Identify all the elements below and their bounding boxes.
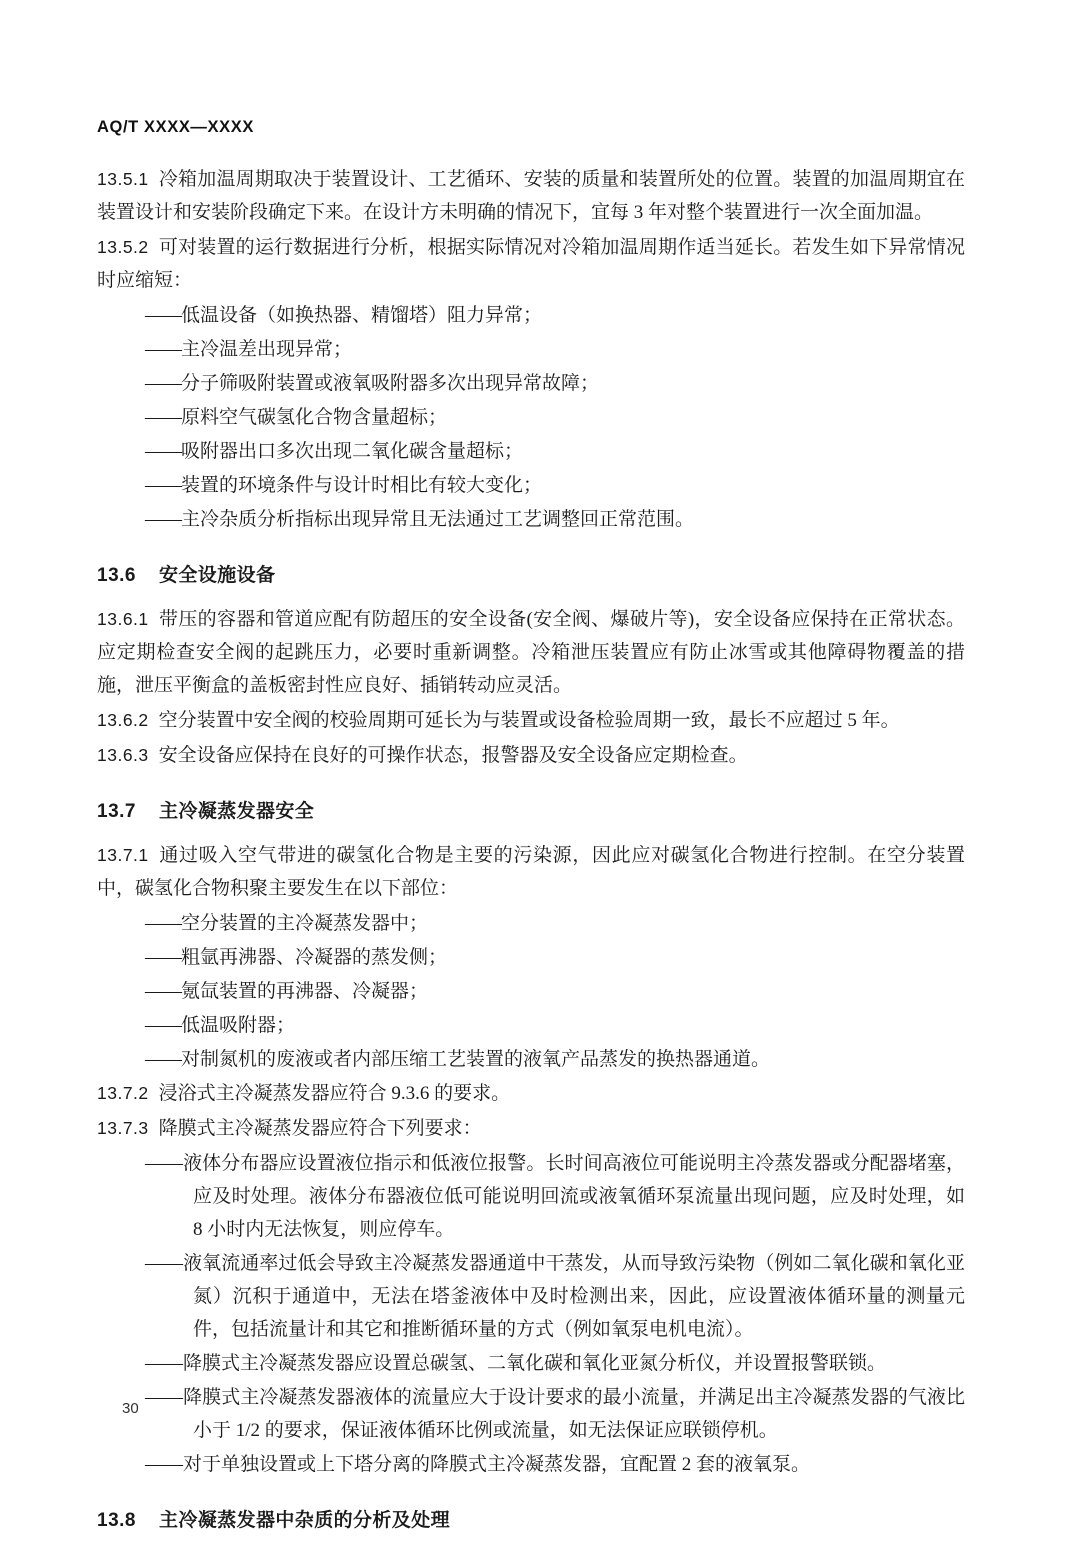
clause-text: 降膜式主冷凝蒸发器应符合下列要求： <box>158 1118 482 1139</box>
section-heading <box>97 1505 965 1532</box>
list-item-text: 分子筛吸附装置或液氧吸附器多次出现异常故障； <box>181 373 600 394</box>
list-item-text: 低温设备（如换热器、精馏塔）阻力异常； <box>181 305 543 326</box>
list-item <box>97 333 965 366</box>
list-item-text: 液体分布器应设置液位指示和低液位报警。长时间高液位可能说明主冷蒸发器或分配器堵塞，应及时处理。液体分布器液位低可能说明回流或液氧循环泵流量出现问题，应及时处理，如 8 小时内无法恢复，则应停车。 <box>183 1153 965 1240</box>
section-title: 主冷凝蒸发器安全 <box>159 801 315 822</box>
dash-marker: —— <box>145 1387 183 1408</box>
clause-text: 浸浴式主冷凝蒸发器应符合 9.3.6 的要求。 <box>158 1083 511 1104</box>
list-item <box>97 1247 965 1346</box>
list-item <box>97 975 965 1008</box>
list-item-inner <box>145 1448 965 1481</box>
list-item-text: 液氧流通率过低会导致主冷凝蒸发器通道中干蒸发，从而导致污染物（例如二氧化碳和氧化亚氮）沉积于通道中，无法在塔釜液体中及时检测出来，因此，应设置液体循环量的测量元件，包括流量计和其它和推断循环量的方式（例如氧泵电机电流）。 <box>183 1253 965 1340</box>
clause-number: 13.5.1 <box>97 169 149 189</box>
list-item <box>97 435 965 468</box>
section-heading <box>97 560 965 587</box>
dash-marker: —— <box>145 947 181 968</box>
clause-number: 13.6.3 <box>97 745 149 765</box>
dash-marker: —— <box>145 339 181 360</box>
clause-text: 带压的容器和管道应配有防超压的安全设备(安全阀、爆破片等)，安全设备应保持在正常状态。应定期检查安全阀的起跳压力，必要时重新调整。冷箱泄压装置应有防止冰雪或其他障碍物覆盖的措施，泄压平衡盒的盖板密封性应良好、插销转动应灵活。 <box>97 609 965 696</box>
list-item <box>97 367 965 400</box>
dash-marker: —— <box>145 1353 183 1374</box>
dash-marker: —— <box>145 407 181 428</box>
list-item-text: 原料空气碳氢化合物含量超标； <box>181 407 448 428</box>
list-item <box>97 1381 965 1447</box>
clause-number: 13.7.1 <box>97 845 149 865</box>
clause-paragraph <box>97 603 965 702</box>
page-number: 30 <box>122 1400 139 1417</box>
list-item <box>97 503 965 536</box>
dash-marker: —— <box>145 305 181 326</box>
list-item <box>97 907 965 940</box>
clause-text: 空分装置中安全阀的校验周期可延长为与装置或设备检验周期一致，最长不应超过 5 年。 <box>158 710 900 731</box>
clause-paragraph <box>97 704 965 737</box>
dash-marker: —— <box>145 981 181 1002</box>
list-item-inner <box>145 1147 965 1246</box>
section-number: 13.8 <box>97 1510 136 1531</box>
clause-paragraph <box>97 1112 965 1145</box>
list-item <box>97 469 965 502</box>
dash-marker: —— <box>145 373 181 394</box>
clause-paragraph <box>97 231 965 297</box>
clause-text: 可对装置的运行数据进行分析，根据实际情况对冷箱加温周期作适当延长。若发生如下异常情况时应缩短： <box>97 237 965 291</box>
clause-paragraph <box>97 739 965 772</box>
list-item-text: 氪氙装置的再沸器、冷凝器； <box>181 981 429 1002</box>
list-item-text: 粗氩再沸器、冷凝器的蒸发侧； <box>181 947 448 968</box>
list-item <box>97 299 965 332</box>
dash-marker: —— <box>145 1153 183 1174</box>
list-item <box>97 941 965 974</box>
list-item <box>97 1448 965 1481</box>
list-item <box>97 1147 965 1246</box>
list-item-text: 空分装置的主冷凝蒸发器中； <box>181 913 429 934</box>
clause-text: 安全设备应保持在良好的可操作状态，报警器及安全设备应定期检查。 <box>158 745 748 766</box>
list-item-text: 降膜式主冷凝蒸发器应设置总碳氢、二氧化碳和氧化亚氮分析仪，并设置报警联锁。 <box>183 1353 887 1374</box>
list-item-text: 对于单独设置或上下塔分离的降膜式主冷凝蒸发器，宜配置 2 套的液氧泵。 <box>183 1454 811 1475</box>
document-header: AQ/T XXXX—XXXX <box>97 118 254 136</box>
list-item-text: 低温吸附器； <box>181 1015 296 1036</box>
clause-paragraph <box>97 163 965 229</box>
dash-marker: —— <box>145 475 181 496</box>
section-title: 主冷凝蒸发器中杂质的分析及处理 <box>159 1510 451 1531</box>
list-item-text: 装置的环境条件与设计时相比有较大变化； <box>181 475 543 496</box>
dash-marker: —— <box>145 1049 181 1070</box>
clause-paragraph <box>97 1077 965 1110</box>
section-heading <box>97 796 965 823</box>
section-title: 安全设施设备 <box>159 565 276 586</box>
list-item <box>97 1009 965 1042</box>
list-item-text: 吸附器出口多次出现二氧化碳含量超标； <box>181 441 524 462</box>
list-item-inner <box>145 1347 965 1380</box>
dash-marker: —— <box>145 509 181 530</box>
list-item <box>97 401 965 434</box>
dash-marker: —— <box>145 1454 183 1475</box>
dash-marker: —— <box>145 1253 183 1274</box>
clause-number: 13.6.1 <box>97 609 149 629</box>
list-item-inner <box>145 1247 965 1346</box>
clause-text: 冷箱加温周期取决于装置设计、工艺循环、安装的质量和装置所处的位置。装置的加温周期宜在装置设计和安装阶段确定下来。在设计方未明确的情况下，宜每 3 年对整个装置进行一次全面加温。 <box>97 169 965 223</box>
list-item-inner <box>145 1381 965 1447</box>
list-item-text: 降膜式主冷凝蒸发器液体的流量应大于设计要求的最小流量，并满足出主冷凝蒸发器的气液比小于 1/2 的要求，保证液体循环比例或流量，如无法保证应联锁停机。 <box>183 1387 965 1441</box>
page-content <box>97 118 965 1548</box>
clause-text: 通过吸入空气带进的碳氢化合物是主要的污染源，因此应对碳氢化合物进行控制。在空分装置中，碳氢化合物积聚主要发生在以下部位： <box>97 845 965 899</box>
clause-paragraph <box>97 839 965 905</box>
clause-number: 13.7.3 <box>97 1118 149 1138</box>
clause-number: 13.6.2 <box>97 710 149 730</box>
section-number: 13.7 <box>97 801 136 822</box>
clause-number: 13.5.2 <box>97 237 149 257</box>
list-item-text: 对制氮机的废液或者内部压缩工艺装置的液氧产品蒸发的换热器通道。 <box>181 1049 771 1070</box>
section-number: 13.6 <box>97 565 136 586</box>
list-item-text: 主冷温差出现异常； <box>181 339 353 360</box>
dash-marker: —— <box>145 441 181 462</box>
list-item <box>97 1347 965 1380</box>
dash-marker: —— <box>145 913 181 934</box>
clause-number: 13.7.2 <box>97 1083 149 1103</box>
list-item <box>97 1043 965 1076</box>
dash-marker: —— <box>145 1015 181 1036</box>
list-item-text: 主冷杂质分析指标出现异常且无法通过工艺调整回正常范围。 <box>181 509 695 530</box>
